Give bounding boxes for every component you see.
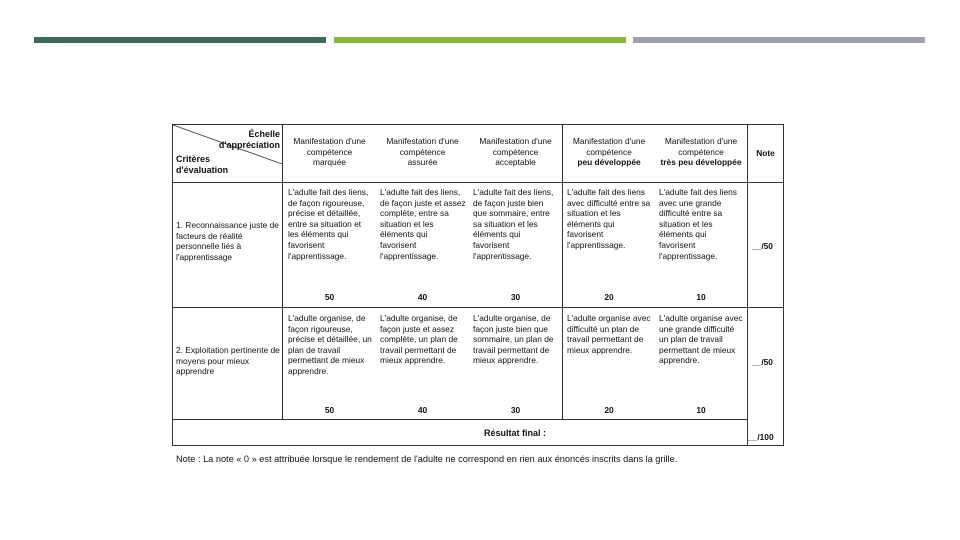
level-header-5-line1: Manifestation d'une [664,136,738,146]
row2-score-level4: 20 [604,405,614,415]
note-column-separator [747,124,748,446]
row2-description-level3: L'adulte organise, de façon juste bien que sommaire, un plan de travail permettant de mieux apprendre. [473,313,554,366]
level-header-5-line2: compétence [678,146,724,157]
level-header-2-line3: assurée [407,157,438,168]
level-header-3 [469,124,562,182]
evaluation-grid-table [172,124,784,446]
criterion-2-label: 2. Exploitation pertinente de moyens pour mieux apprendre [176,345,280,377]
row1-score-level2: 40 [417,292,428,302]
row1-score-level4: 20 [604,292,614,302]
scale-corner-label: Échelle d'appréciation [218,129,280,150]
final-result-label: Résultat final : [483,428,546,438]
row2-description-level1: L'adulte organise, de façon rigoureuse, précise et détaillée, un plan de travail permettant de mieux apprendre. [288,313,372,376]
level-header-2-line1: Manifestation d'une [386,136,459,146]
criterion-1-label: 1. Reconnaissance juste de facteurs de réalité personnelle liés à l'apprentissage [176,220,279,262]
row2-separator [172,419,747,420]
row2-score-level1: 50 [324,405,335,415]
row2-description-level5: L'adulte organise avec une grande difficulté un plan de travail permettant de mieux apprendre. [659,313,743,366]
level-header-4-line2: compétence [586,146,632,157]
level-header-1 [283,124,376,182]
level-header-1-line3: marquée [312,157,347,168]
row1-description-level3: L'adulte fait des liens, de façon juste bien que sommaire, entre sa situation et les éléments qui favorisent l'apprentissage. [473,187,554,261]
row1-separator [172,307,784,308]
criteria-corner-label: Critères d'évaluation [176,154,229,175]
level-header-2 [376,124,469,182]
header-bar-dark-green [34,37,326,43]
level-header-5-line3: très peu développée [660,157,742,168]
level-header-4-line1: Manifestation d'une [572,136,646,146]
row1-score-level1: 50 [324,292,335,302]
row1-note: __/50 [752,241,773,251]
level-header-1-line2: compétence [306,146,353,157]
level-header-3-line2: compétence [492,146,539,157]
header-bar-light-green [334,37,626,43]
row1-score-level5: 10 [696,292,706,302]
level-header-3-line1: Manifestation d'une [479,136,552,146]
row2-description-level2: L'adulte organise, de façon juste et assez complète, un plan de travail permettant de mieux apprendre. [380,313,458,366]
level-header-2-line2: compétence [399,146,446,157]
table-border-right [783,124,784,446]
level-header-3-line3: acceptable [495,157,536,168]
row2-score-level5: 10 [696,405,706,415]
row2-description-level4: L'adulte organise avec difficulté un plan de travail permettant de mieux apprendre. [567,313,651,355]
row1-description-level4: L'adulte fait des liens avec difficulté entre sa situation et les éléments qui favorisent l'apprentissage. [567,187,651,250]
header-bar-gray [633,37,925,43]
row1-score-level3: 30 [510,292,521,302]
row1-description-level1: L'adulte fait des liens, de façon rigoureuse, précise et détaillée, entre sa situation et les éléments qui favorisent l'apprentissage. [288,187,369,261]
level-header-4-line3: peu développée [577,157,641,168]
table-border-bottom [172,445,784,446]
row1-description-level5: L'adulte fait des liens avec une grande difficulté entre sa situation et les éléments qui favorisent l'apprentissage. [659,187,737,261]
row2-note: __/50 [752,357,773,367]
note-column-header: Note [756,148,775,158]
row1-description-level2: L'adulte fait des liens, de façon juste et assez complète, entre sa situation et les éléments qui favorisent l'apprentissage. [380,187,466,261]
level-header-5 [655,124,747,182]
row2-score-level3: 30 [510,405,521,415]
level-header-1-line1: Manifestation d'une [293,136,366,146]
level-header-4 [563,124,655,182]
row2-score-level2: 40 [417,405,428,415]
footnote: Note : La note « 0 » est attribuée lorsque le rendement de l'adulte ne correspond en rien aux énoncés inscrits dans la grille. [176,454,678,464]
final-result-note: __/100 [748,432,774,442]
